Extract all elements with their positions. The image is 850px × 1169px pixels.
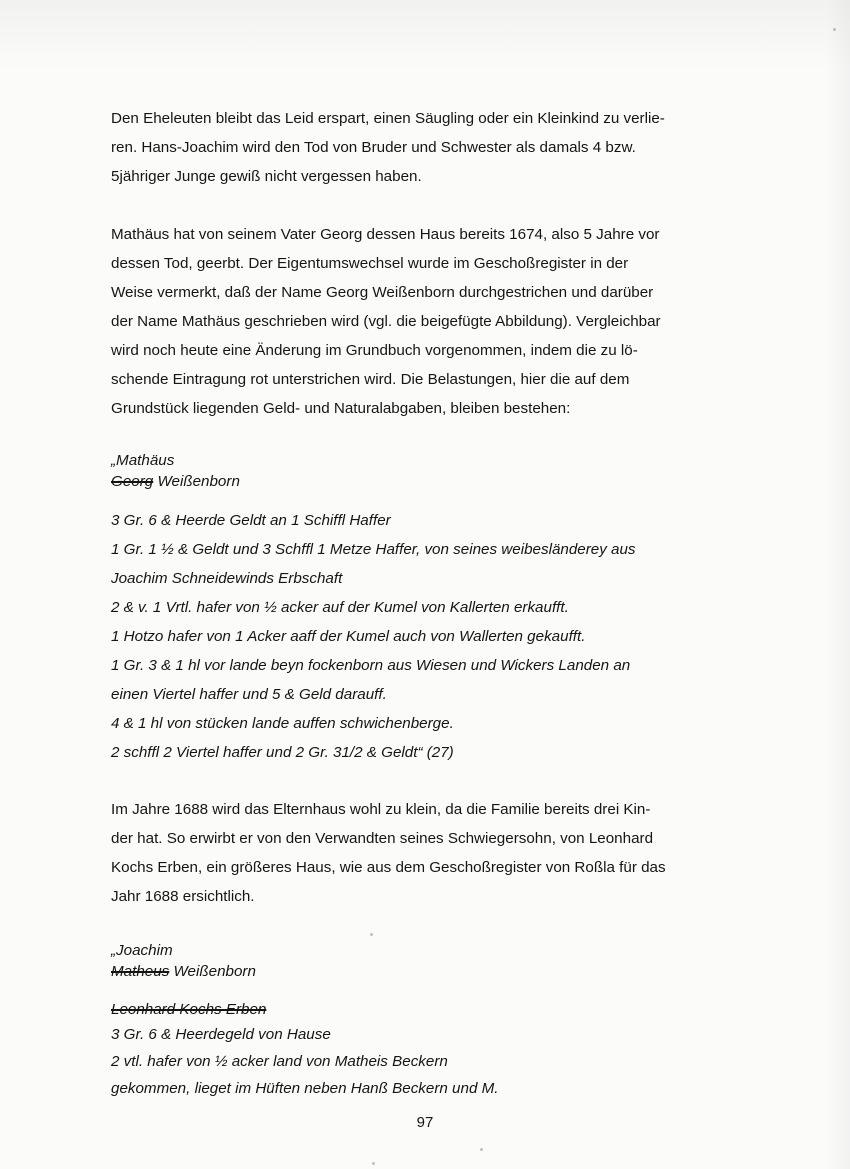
register-line: 1 Gr. 3 & 1 hl vor lande beyn fockenborn aus Wiesen und Wickers Landen an bbox=[111, 657, 631, 674]
register-quote-2 bbox=[111, 940, 723, 1102]
quote-lines bbox=[111, 1021, 723, 1102]
register-line: 4 & 1 hl von stücken lande auffen schwichenberge. bbox=[111, 715, 454, 732]
surname: Weißenborn bbox=[153, 473, 240, 490]
struck-heirs-line bbox=[111, 999, 723, 1021]
quote-lines bbox=[111, 506, 723, 767]
register-line: 1 Hotzo hafer von 1 Acker aaff der Kumel auch von Wallerten gekaufft. bbox=[111, 628, 586, 645]
scan-speck bbox=[480, 1148, 483, 1151]
old-owner-line bbox=[111, 471, 723, 492]
struck-name: Georg bbox=[111, 473, 154, 490]
text-line: Den Eheleuten bleibt das Leid erspart, einen Säugling oder ein Kleinkind zu verlie- bbox=[111, 110, 665, 127]
quote-heading bbox=[111, 450, 723, 492]
text-line: der Name Mathäus geschrieben wird (vgl. die beigefügte Abbildung). Vergleichbar bbox=[111, 313, 661, 330]
paragraph-2 bbox=[111, 220, 723, 423]
quote-heading bbox=[111, 940, 723, 982]
register-line: 1 Gr. 1 ½ & Geldt und 3 Schffl 1 Metze Haffer, von seines weibesländerey aus bbox=[111, 541, 636, 558]
document-body bbox=[111, 104, 723, 1102]
text-line: der hat. So erwirbt er von den Verwandten seines Schwiegersohn, von Leonhard bbox=[111, 830, 654, 847]
paragraph-1 bbox=[111, 104, 723, 191]
scan-shadow bbox=[0, 0, 850, 70]
register-line: 2 & v. 1 Vrtl. hafer von ½ acker auf der Kumel von Kallerten erkaufft. bbox=[111, 599, 569, 616]
struck-heirs: Leonhard Kochs Erben bbox=[111, 1001, 267, 1018]
surname: Weißenborn bbox=[169, 963, 256, 980]
text-line: wird noch heute eine Änderung im Grundbuch vorgenommen, indem die zu lö- bbox=[111, 342, 638, 359]
text-line: Jahr 1688 ersichtlich. bbox=[111, 888, 255, 905]
struck-name: Matheus bbox=[111, 963, 170, 980]
register-line: 3 Gr. 6 & Heerde Geldt an 1 Schiffl Haffer bbox=[111, 512, 391, 529]
text-line: Kochs Erben, ein größeres Haus, wie aus dem Geschoßregister von Roßla für das bbox=[111, 859, 666, 876]
register-line: 2 schffl 2 Viertel haffer und 2 Gr. 31/2 & Geldt“ (27) bbox=[111, 744, 454, 761]
text-line: 5jähriger Junge gewiß nicht vergessen haben. bbox=[111, 168, 422, 185]
scan-speck bbox=[370, 933, 373, 936]
new-owner-name: „Joachim bbox=[111, 942, 173, 959]
text-line: Mathäus hat von seinem Vater Georg dessen Haus bereits 1674, also 5 Jahre vor bbox=[111, 226, 660, 243]
text-line: ren. Hans-Joachim wird den Tod von Bruder und Schwester als damals 4 bzw. bbox=[111, 139, 636, 156]
text-line: dessen Tod, geerbt. Der Eigentumswechsel wurde im Geschoßregister in der bbox=[111, 255, 629, 272]
text-line: Grundstück liegenden Geld- und Naturalabgaben, bleiben bestehen: bbox=[111, 400, 571, 417]
register-line: 2 vtl. hafer von ½ acker land von Matheis Beckern bbox=[111, 1053, 448, 1070]
old-owner-line bbox=[111, 961, 723, 982]
register-quote-1 bbox=[111, 450, 723, 767]
scan-speck bbox=[833, 28, 836, 31]
register-line: einen Viertel haffer und 5 & Geld darauff. bbox=[111, 686, 387, 703]
text-line: schende Eintragung rot unterstrichen wird. Die Belastungen, hier die auf dem bbox=[111, 371, 630, 388]
scan-speck bbox=[372, 1162, 375, 1165]
register-line: Joachim Schneidewinds Erbschaft bbox=[111, 570, 343, 587]
paragraph-3 bbox=[111, 795, 723, 911]
register-line: 3 Gr. 6 & Heerdegeld von Hause bbox=[111, 1026, 331, 1043]
text-line: Im Jahre 1688 wird das Elternhaus wohl zu klein, da die Familie bereits drei Kin- bbox=[111, 801, 651, 818]
page-number: 97 bbox=[416, 1114, 434, 1131]
register-line: gekommen, lieget im Hüften neben Hanß Beckern und M. bbox=[111, 1080, 499, 1097]
new-owner-name: „Mathäus bbox=[111, 452, 175, 469]
text-line: Weise vermerkt, daß der Name Georg Weißenborn durchgestrichen und darüber bbox=[111, 284, 654, 301]
scan-edge bbox=[826, 0, 850, 1169]
